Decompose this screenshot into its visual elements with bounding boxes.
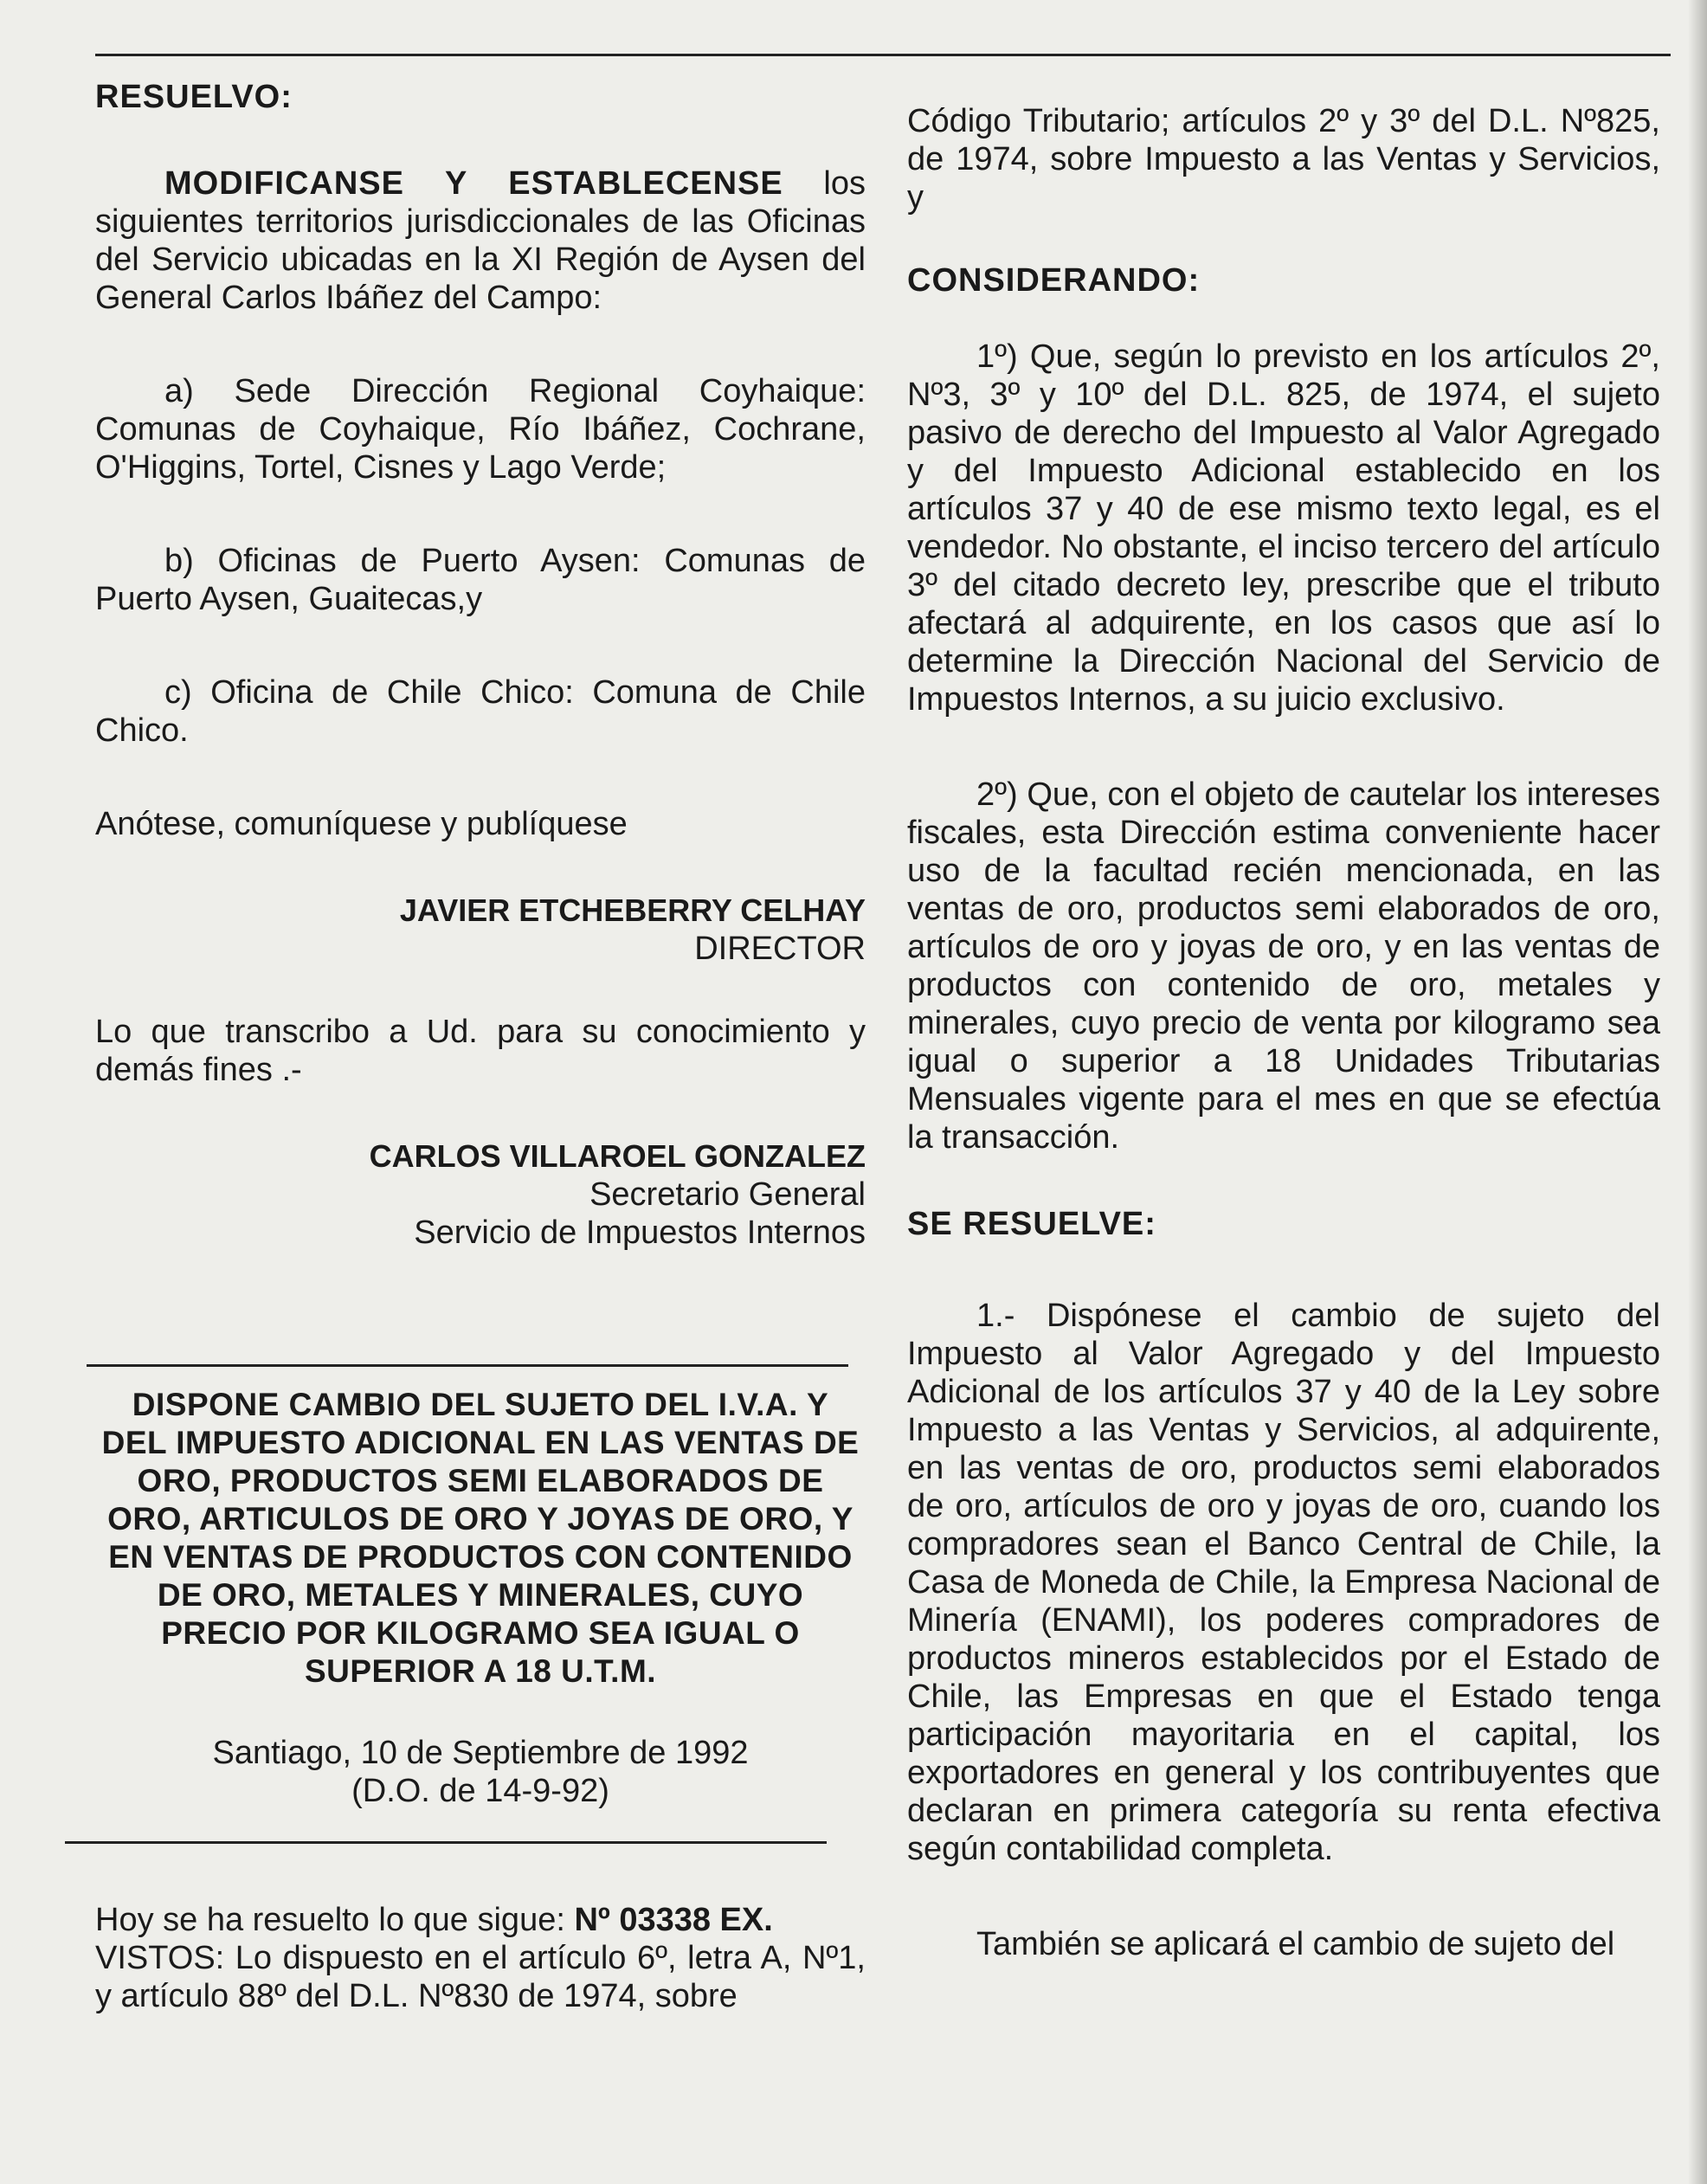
date-line: Santiago, 10 de Septiembre de 1992 [212,1735,749,1771]
item-c: c) Oficina de Chile Chico: Comuna de Chile Chico. [95,674,866,749]
modificanse-paragraph [95,164,866,317]
resolution-number: Nº 03338 EX. [574,1902,773,1938]
considerando-1: 1º) Que, según lo previsto en los artículos 2º, Nº3, 3º y 10º del D.L. 825, de 1974, el sujeto pasivo de derecho del Impuesto al Valor Agregado y del Impuesto Adicional establecido en los artículos 37 y 40 de ese mismo texto legal, es el vendedor. No obstante, el inciso tercero del artículo 3º del citado decreto ley, prescribe que el tributo afectará al adquirente, en los casos que así lo determine la Dirección Nacional del Servicio de Impuestos Internos, a su juicio exclusivo. [907,338,1660,718]
resuelve-1: 1.- Dispónese el cambio de sujeto del Impuesto al Valor Agregado y del Impuesto Adicional de los artículos 37 y 40 de la Ley sobre Impuesto a las Ventas y Servicios, al adquirente, en las ventas de oro, productos semi elaborados de oro, artículos de oro y joyas de oro, cuando los compradores sean el Banco Central de Chile, la Casa de Moneda de Chile, la Empresa Nacional de Minería (ENAMI), los poderes compradores de productos mineros establecidos por el Estado de Chile, las Empresas en que el Estado tenga participación mayoritaria en el capital, los exportadores en general y los contribuyentes que declaran en primera categoría su renta efectiva según contabilidad completa. [907,1298,1660,1867]
item-b: b) Oficinas de Puerto Aysen: Comunas de Puerto Aysen, Guaitecas,y [95,543,866,617]
modificanse-rest: los siguientes territorios jurisdiccionales de las Oficinas del Servicio ubicadas en la XI Región de Aysen del General Carlos Ibáñez del Campo: [95,165,866,316]
anotese-line: Anótese, comuníquese y publíquese [95,806,628,842]
hoy-paragraph [95,1901,866,1939]
page-edge-shadow [1688,0,1707,2184]
modificanse-lead: MODIFICANSE Y ESTABLECENSE [164,165,783,202]
signer2-title-2: Servicio de Impuestos Internos [414,1214,866,1251]
publication-title: DISPONE CAMBIO DEL SUJETO DEL I.V.A. Y DEL IMPUESTO ADICIONAL EN LAS VENTAS DE ORO, PRODUCTOS SEMI ELABORADOS DE ORO, ARTICULOS DE ORO Y JOYAS DE ORO, Y EN VENTAS DE PRODUCTOS CON CONTENIDO DE ORO, METALES Y MINERALES, CUYO PRECIO POR KILOGRAMO SEA IGUAL O SUPERIOR A 18 U.T.M. [101,1387,860,1689]
tambien-paragraph: También se aplicará el cambio de sujeto del [976,1926,1615,1962]
do-line: (D.O. de 14-9-92) [351,1773,609,1809]
signer2-name: CARLOS VILLAROEL GONZALEZ [369,1138,866,1174]
item-a: a) Sede Dirección Regional Coyhaique: Comunas de Coyhaique, Río Ibáñez, Cochrane, O'Higgins, Tortel, Cisnes y Lago Verde; [95,373,866,486]
resuelvo-heading: RESUELVO: [95,79,293,115]
considerando-2: 2º) Que, con el objeto de cautelar los intereses fiscales, esta Dirección estima conveniente hacer uso de la facultad recién mencionada, en las ventas de oro, productos semi elaborados de oro, artículos de oro y joyas de oro, y en las ventas de productos con contenido de oro, metales y minerales, cuyo precio de venta por kilogramo sea igual o superior a 18 Unidades Tributarias Mensuales vigente para el mes en que se efectúa la transacción. [907,776,1660,1156]
transcribo-paragraph: Lo que transcribo a Ud. para su conocimiento y demás fines .- [95,1014,866,1088]
se-resuelve-heading: SE RESUELVE: [907,1206,1156,1242]
top-rule [95,54,1671,56]
left-column [95,78,866,2015]
signer1-name: JAVIER ETCHEBERRY CELHAY [399,892,866,928]
considerando-heading: CONSIDERANDO: [907,262,1201,299]
section-rule-2 [65,1841,827,1844]
vistos-paragraph: VISTOS: Lo dispuesto en el artículo 6º, letra A, Nº1, y artículo 88º del D.L. Nº830 de 1974, sobre [95,1940,866,2014]
codigo-paragraph: Código Tributario; artículos 2º y 3º del D.L. Nº825, de 1974, sobre Impuesto a las Ventas y Servicios, y [907,103,1660,216]
signer1-title: DIRECTOR [694,931,866,967]
section-rule-1 [87,1364,848,1367]
right-column [907,102,1660,1963]
signer2-title-1: Secretario General [589,1176,866,1213]
hoy-text: Hoy se ha resuelto lo que sigue: [95,1902,575,1938]
